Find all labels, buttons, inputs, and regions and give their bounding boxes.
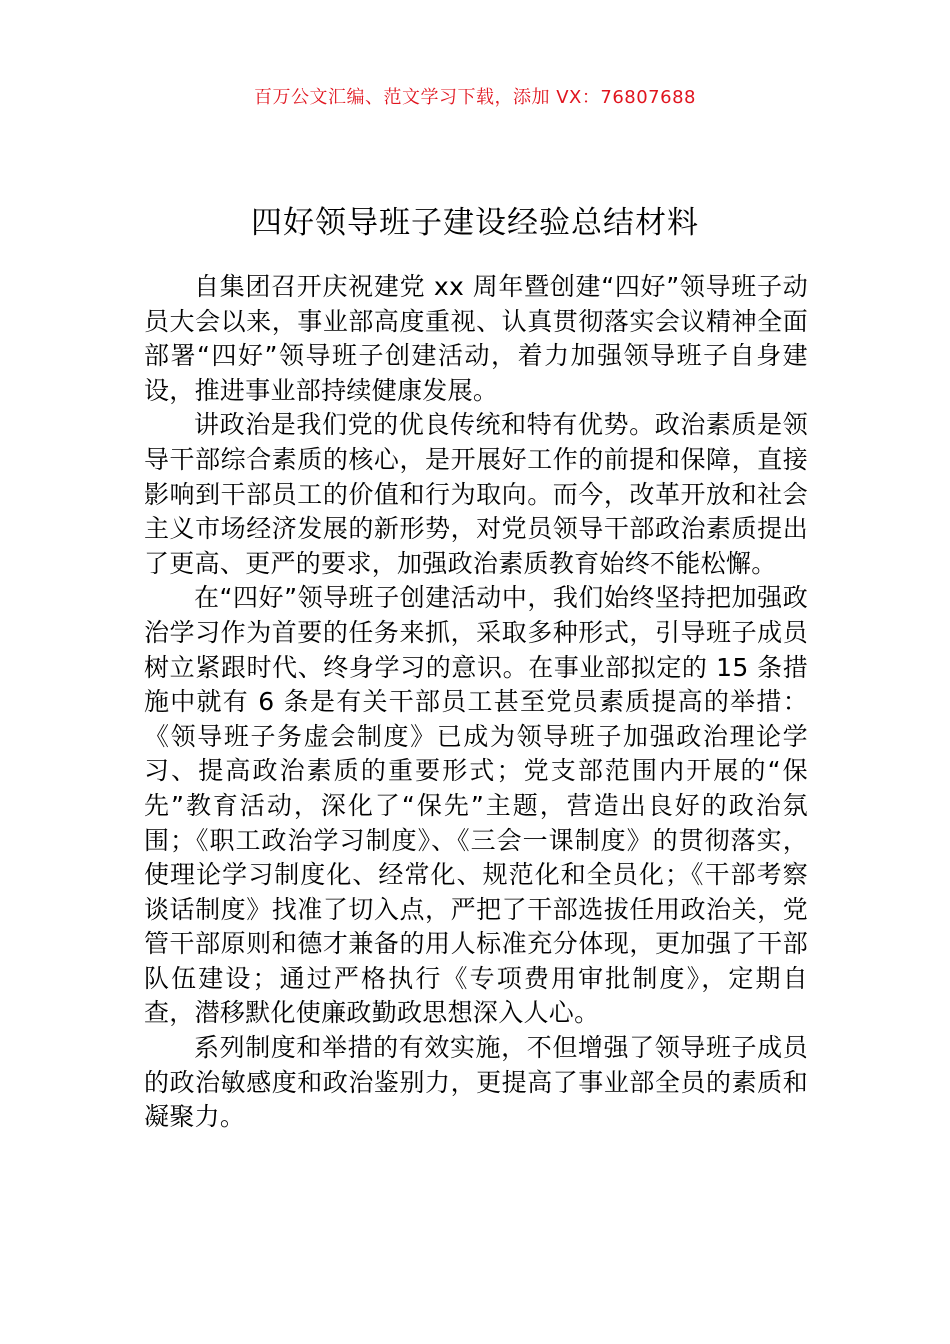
document-body (144, 270, 808, 1135)
watermark-banner: 百万公文汇编、范文学习下载，添加 VX：76807688 (254, 87, 696, 108)
document-title: 四好领导班子建设经验总结材料 (251, 204, 699, 241)
paragraph-3: 在“四好”领导班子创建活动中，我们始终坚持把加强政治学习作为首要的任务来抓，采取多种形式，引导班子成员树立紧跟时代、终身学习的意识。在事业部拟定的 15 条措施中就有 6 条是有关干部员工甚至党员素质提高的举措：《领导班子务虚会制度》已成为领导班子加强政治理论学习、提高政治素质的重要形式；党支部范围内开展的“保先”教育活动，深化了“保先”主题，营造出良好的政治氛围；《职工政治学习制度》、《三会一课制度》的贯彻落实，使理论学习制度化、经常化、规范化和全员化；《干部考察谈话制度》找准了切入点，严把了干部选拔任用政治关，党管干部原则和德才兼备的用人标准充分体现，更加强了干部队伍建设；通过严格执行《专项费用审批制度》，定期自查，潜移默化使廉政勤政思想深入人心。 (144, 583, 808, 1028)
paragraph-2: 讲政治是我们党的优良传统和特有优势。政治素质是领导干部综合素质的核心，是开展好工作的前提和保障，直接影响到干部员工的价值和行为取向。而今，改革开放和社会主义市场经济发展的新形势，对党员领导干部政治素质提出了更高、更严的要求，加强政治素质教育始终不能松懈。 (144, 410, 808, 578)
paragraph-1: 自集团召开庆祝建党 xx 周年暨创建“四好”领导班子动员大会以来，事业部高度重视、认真贯彻落实会议精神全面部署“四好”领导班子创建活动，着力加强领导班子自身建设，推进事业部持续健康发展。 (144, 272, 808, 405)
paragraph-4: 系列制度和举措的有效实施，不但增强了领导班子成员的政治敏感度和政治鉴别力，更提高了事业部全员的素质和凝聚力。 (144, 1033, 808, 1132)
